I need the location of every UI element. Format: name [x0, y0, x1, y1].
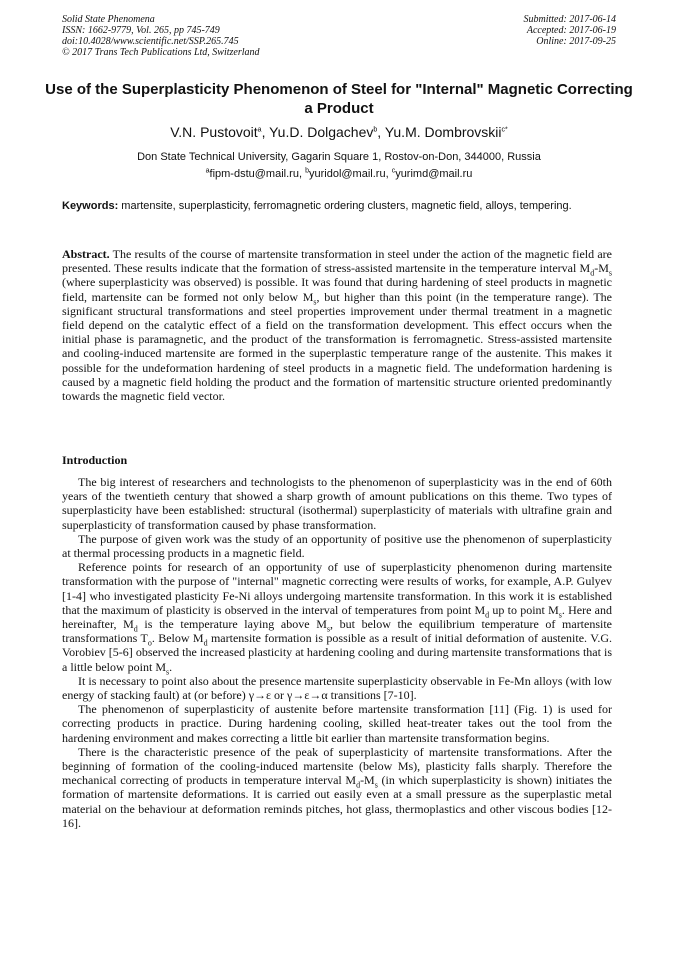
author-affil-mark: b [373, 126, 378, 134]
paragraph-text: -M [360, 773, 375, 788]
issn-line: ISSN: 1662-9779, Vol. 265, pp 745-749 [62, 25, 220, 36]
paragraph-text: martensite formation is possible as a result of initial deformation of austenite. V.G. Vorobiev [5-6] observed the increased plasticity at hardening cooling and during martensite transformations that is a little below point M [62, 631, 612, 674]
section-heading-introduction: Introduction [62, 453, 128, 467]
paragraph [62, 560, 613, 677]
paragraph-text: up to point M [489, 602, 559, 617]
paragraph-text: . Below M [151, 631, 204, 646]
email-link[interactable]: yuridol@mail.ru [308, 168, 386, 180]
author-name: Yu.D. Dolgachev [269, 124, 374, 140]
abstract-text: , but higher than this point (in the temperature range). The significant structural transformations and steel properties improvement under thermal treatment in a magnetic field depend on the catalytic effect of a field on the transformation development. This effect occurs when the initial phase is paramagnetic, and the product of the transformation is ferromagnetic. Stress-assisted martensite and cooling-induced martensite are formed in the superplastic temperature range of the austenite. This makes it possible for the undeformation hardening of steel products in a magnetic field. The undeformation hardening is caused by a magnetic field holding the product and the formation of martensitic structure oriented predominantly towards the magnetic field vector. [62, 289, 613, 404]
email-mark: b [305, 167, 309, 175]
journal-name: Solid State Phenomena [62, 14, 155, 25]
abstract-text: -M [594, 261, 609, 276]
paragraph: The phenomenon of superplasticity of austenite before martensite transformation [11] (Fig. 1) is used for correcting products in practice. During hardening cooling, skilled heat-treater takes out the tool from the hardening environment and makes correcting a little bit earlier than martensite transformation begins. [62, 702, 612, 745]
paragraph: It is necessary to point also about the presence martensite superplasticity observable in Fe-Mn alloys (with low energy of stacking fault) at (or before) γ→ε or γ→ε→α transitions [7-10]. [62, 673, 612, 703]
subscript: d [590, 268, 595, 278]
author-emails [40, 167, 638, 181]
accepted-date: Accepted: 2017-06-19 [526, 25, 616, 36]
subscript: s [608, 268, 612, 278]
paragraph [62, 745, 612, 830]
author-affil-mark: a [257, 126, 262, 134]
email-link[interactable]: yurimd@mail.ru [395, 168, 473, 180]
copyright-line: © 2017 Trans Tech Publications Ltd, Switzerland [62, 47, 260, 58]
author-name: V.N. Pustovoit [170, 124, 258, 140]
author-separator: , [377, 124, 385, 140]
keywords-label: Keywords: [62, 200, 119, 212]
paragraph-text: . Here and hereinafter, M [62, 602, 613, 632]
online-date: Online: 2017-09-25 [536, 36, 616, 47]
subscript: s [326, 624, 330, 634]
subscript: s [374, 780, 378, 790]
subscript: s [166, 667, 170, 677]
paragraph: The purpose of given work was the study of an opportunity of positive use the phenomenon of superplasticity at thermal processing products in a magnetic field. [62, 531, 612, 561]
paragraph-text: is the temperature laying above M [137, 617, 327, 632]
subscript: o [147, 638, 152, 648]
abstract-label: Abstract. [62, 247, 110, 261]
email-link[interactable]: fipm-dstu@mail.ru [209, 168, 299, 180]
paragraph-text: There is the characteristic presence of the peak of superplasticity of martensite transformations. After the beginning of formation of the cooling-induced martensite (below Ms), plasticity falls sharply. Therefore the mechanical correcting of products in temperature interval M [62, 744, 612, 788]
doi-line[interactable]: doi:10.4028/www.scientific.net/SSP.265.745 [62, 36, 239, 47]
publication-info [62, 14, 260, 58]
author-affil-mark: c* [501, 126, 508, 134]
email-separator: , [298, 168, 306, 180]
email-mark: a [205, 167, 210, 175]
subscript: s [313, 297, 317, 306]
subscript: d [203, 638, 208, 648]
paragraph-text: , but below the equilibrium temperature of martensite transformations T [62, 617, 613, 646]
paper-title: Use of the Superplasticity Phenomenon of Steel for "Internal" Magnetic Correcting a Product [45, 81, 633, 117]
author-name: Yu.M. Dombrovskii [384, 124, 502, 140]
keywords [62, 199, 612, 213]
author-separator: , [261, 124, 270, 140]
author-list [40, 123, 638, 141]
paragraph: The big interest of researchers and technologists to the phenomenon of superplasticity was in the end of 60th years of the twentieth century that showed a sharp growth of amount publications on this theme. Two types of superplasticity have been established: structural (isothermal) superplasticity of materials with ultrafine grain and superplasticity of transformation caused by phase transformation. [62, 475, 612, 532]
publication-dates [524, 14, 617, 47]
abstract-text: The results of the course of martensite transformation in steel under the action of the magnetic field are presented. These results indicate that the formation of stress-assisted martensite in the temperature interval M [62, 247, 612, 276]
email-separator: , [385, 168, 392, 180]
affiliation: Don State Technical University, Gagarin Square 1, Rostov-on-Don, 344000, Russia [137, 151, 541, 163]
abstract-text: (where superplasticity was observed) is possible. It was found that during hardening of steel products in magnetic field, martensite can be formed not only below M [62, 275, 612, 304]
submitted-date: Submitted: 2017-06-14 [523, 14, 616, 25]
introduction-body [62, 475, 612, 830]
abstract [62, 247, 612, 403]
paragraph-text: (in which superplasticity is shown) initiates the formation of martensite deformations. It is carried out easily even at a small pressure as the superplastic metal material on the behaviour at deformation reminds pitches, hot glass, thermoplastics and other viscous bodies [12-16]. [62, 773, 612, 830]
keywords-text: martensite, superplasticity, ferromagnetic ordering clusters, magnetic field, alloys, tempering. [118, 200, 572, 212]
paragraph-text: . [169, 659, 173, 674]
subscript: d [133, 624, 138, 634]
subscript: d [356, 780, 361, 790]
paragraph-text: Reference points for research of an opportunity of use of superplasticity phenomenon during martensite transformation with the purpose of "internal" magnetic correcting were results of works, for example, A.P. Gulyev [1-4] who investigated plasticity Fe-Ni alloys undergoing martensite transformation. In this work it is established that the maximum of plasticity is observed in the interval of temperatures from point M [62, 560, 612, 617]
email-mark: c [391, 167, 396, 175]
subscript: s [558, 610, 562, 620]
subscript: d [485, 610, 490, 620]
